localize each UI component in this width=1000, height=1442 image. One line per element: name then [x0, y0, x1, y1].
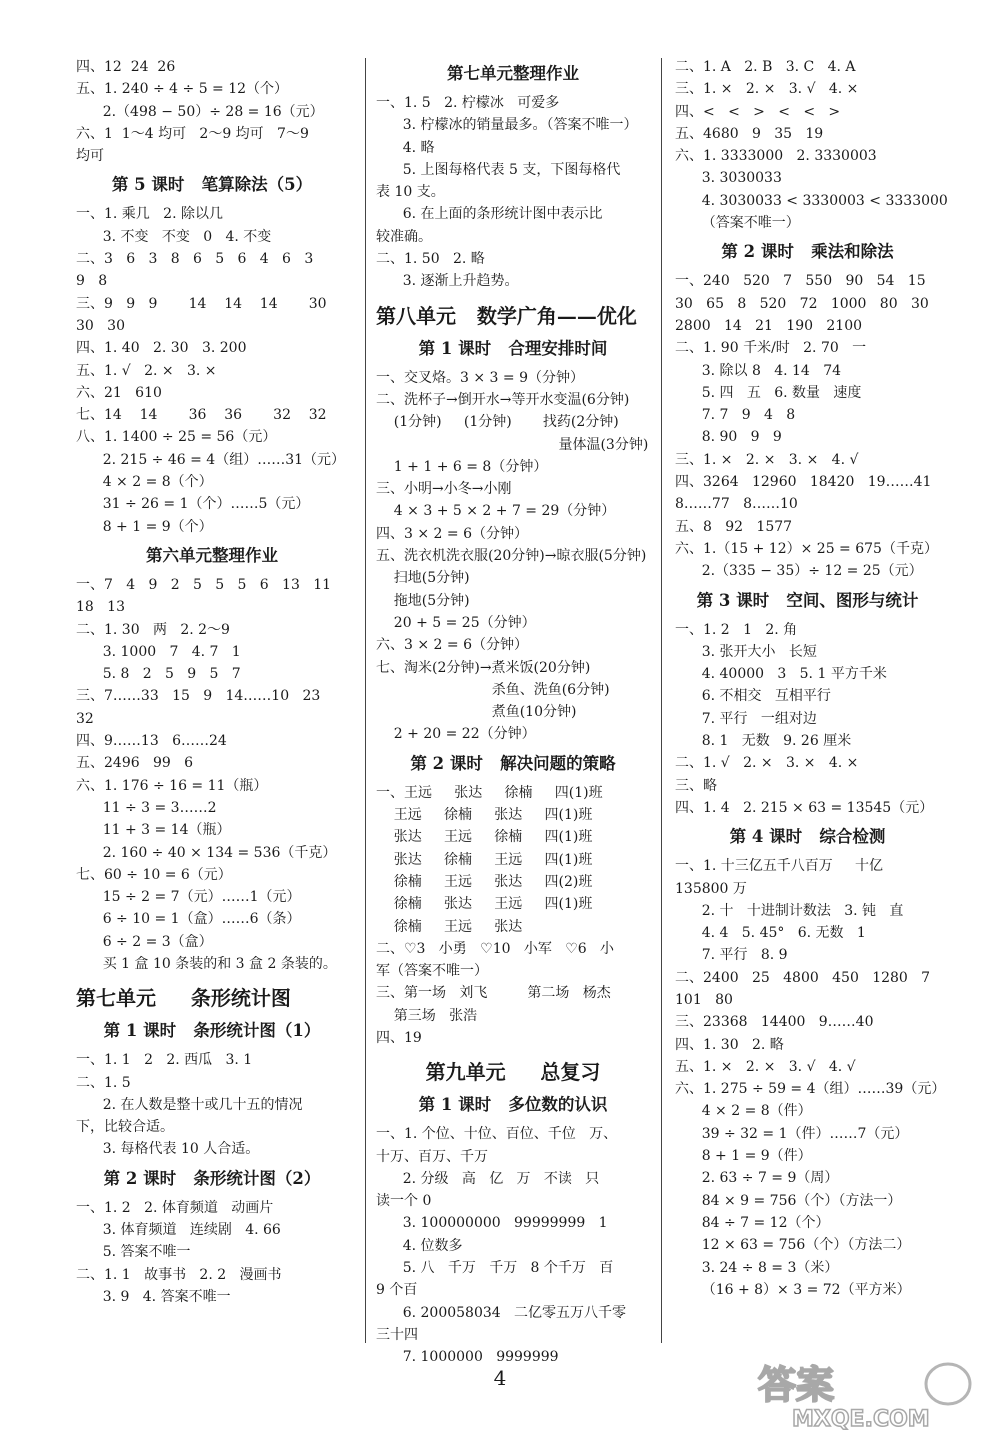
answer-line: 五、1. 240 ÷ 4 ÷ 5 = 12（个）	[76, 81, 289, 98]
answer-line: 一、1. 十三亿五千八百万 十亿	[675, 858, 884, 875]
answer-line: 9 个百	[376, 1282, 418, 1299]
answer-line: 一、1. 乘几 2. 除以几	[76, 206, 223, 223]
answer-line: 一、1. 5 2. 柠檬冰 可爱多	[376, 95, 560, 111]
answer-line: 四、12 24 26	[76, 59, 176, 75]
answer-line: 四、3264 12960 18420 19……41	[675, 474, 932, 491]
answer-line: 六、1. 176 ÷ 16 = 11（瓶）	[76, 777, 268, 794]
unit-heading: 第七单元 条形统计图	[76, 986, 291, 1011]
answer-line: 下，比较合适。	[76, 1119, 174, 1136]
answer-line: 三、1. × 2. × 3. √ 4. ×	[675, 81, 859, 98]
answer-line: 一、1. 1 2 2. 西瓜 3. 1	[76, 1052, 253, 1069]
answer-line: 二、3 6 3 8 6 5 6 4 6 3	[76, 251, 314, 268]
answer-line: 6. 在上面的条形统计图中表示比	[376, 206, 603, 223]
unit-heading: 第九单元 总复习	[425, 1060, 601, 1085]
answer-line: 五、8 92 1577	[675, 518, 793, 535]
answer-line: 18 13	[76, 599, 125, 616]
answer-line: 三、7……33 15 9 14……10 23	[76, 688, 321, 705]
answer-line: 军（答案不唯一）	[376, 963, 488, 980]
answer-line: 3. 柠檬冰的销量最多。（答案不唯一）	[376, 117, 638, 134]
answer-line: 5. 八 千万 千万 8 个千万 百	[376, 1260, 614, 1277]
answer-line: 4. 40000 3 5. 1 平方千米	[675, 666, 887, 683]
answer-line: 六、1. 3333000 2. 3330003	[675, 148, 877, 165]
answer-line: 8. 90 9 9	[675, 429, 782, 446]
answer-line: 一、交叉烙。3 × 3 = 9（分钟）	[376, 369, 584, 386]
answer-line: 一、7 4 9 2 5 5 5 6 13 11	[76, 576, 332, 593]
answer-line: 三、1. × 2. × 3. × 4. √	[675, 451, 859, 468]
answer-line: 五、洗衣机洗衣服(20分钟)→晾衣服(5分钟)	[376, 548, 647, 565]
answer-line: 煮鱼(10分钟)	[376, 704, 577, 721]
lesson-heading: 第 1 课时 多位数的认识	[418, 1095, 608, 1115]
answer-line: 表 10 支。	[376, 184, 445, 201]
answer-line: 8 + 1 = 9（件）	[675, 1148, 812, 1165]
answer-line: 6 ÷ 10 = 1（盒）……6（条）	[76, 911, 301, 928]
answer-line: 7. 1000000 9999999	[376, 1349, 559, 1366]
answer-line: 7. 平行 一组对边	[675, 710, 817, 727]
answer-line: 3. 张开大小 长短	[675, 643, 817, 660]
answer-line: 15 ÷ 2 = 7（元）……1（元）	[76, 889, 301, 906]
answer-line: 均可	[76, 148, 104, 165]
column-divider-left	[365, 58, 366, 1343]
watermark-en-text: MXQE.COM	[792, 1407, 930, 1432]
answer-line: 12 × 63 = 756（个）（方法二）	[675, 1237, 911, 1254]
unit-heading: 第八单元 数学广角——优化	[376, 303, 637, 328]
answer-line: 七、14 14 36 36 32 32	[76, 407, 327, 424]
answer-line: 五、4680 9 35 19	[675, 125, 824, 142]
answer-line: （答案不唯一）	[675, 215, 800, 232]
answer-line: 三、略	[675, 777, 717, 794]
lesson-heading: 第 2 课时 解决问题的策略	[410, 753, 616, 773]
answer-line: 张达 王远 徐楠 四(1)班	[376, 829, 593, 846]
answer-line: 3. 3030033	[675, 170, 782, 187]
answer-line: 四、1. 4 2. 215 × 63 = 13545（元）	[675, 799, 934, 816]
answer-column-2	[376, 56, 650, 1369]
answer-line: 3. 100000000 99999999 1	[376, 1215, 608, 1232]
answer-line: 较准确。	[376, 228, 432, 245]
answer-line: 8. 1 无数 9. 26 厘米	[675, 733, 852, 750]
answer-line: 六、1. 275 ÷ 59 = 4（组）……39（元）	[675, 1081, 946, 1098]
answer-line: 11 + 3 = 14（瓶）	[76, 822, 231, 839]
answer-line: 5. 四 五 6. 数量 速度	[675, 384, 862, 401]
answer-line: 7. 平行 8. 9	[675, 947, 788, 964]
answer-line: 王远 徐楠 张达 四(1)班	[376, 807, 593, 824]
answer-line: 八、1. 1400 ÷ 25 = 56（元）	[76, 429, 277, 446]
answer-line: 七、淘米(2分钟)→煮米饭(20分钟)	[376, 659, 591, 676]
answer-line: 六、1.（15 + 12）× 25 = 675（千克）	[675, 540, 938, 557]
answer-line: 2. 215 ÷ 46 = 4（组）……31（元）	[76, 451, 346, 468]
answer-line: 七、60 ÷ 10 = 6（元）	[76, 866, 232, 883]
answer-line: 135800 万	[675, 880, 747, 897]
answer-line: 二、1. 1 故事书 2. 2 漫画书	[76, 1266, 282, 1283]
answer-line: 4. 4 5. 45° 6. 无数 1	[675, 925, 866, 942]
answer-line: 二、2400 25 4800 450 1280 7	[675, 969, 931, 986]
answer-line: 9 8	[76, 273, 108, 290]
answer-line: 8 + 1 = 9（个）	[76, 518, 213, 535]
answer-line: 四、19	[376, 1029, 422, 1046]
lesson-heading: 第 2 课时 乘法和除法	[721, 242, 894, 262]
answer-line: 四、1. 40 2. 30 3. 200	[76, 340, 247, 357]
answer-line: 三、9 9 9 14 14 14 30	[76, 295, 327, 312]
answer-line: 4. 3030033 < 3330003 < 3333000	[675, 192, 948, 209]
answer-line: 扫地(5分钟)	[376, 570, 470, 587]
answer-line: 2 + 20 = 22（分钟）	[376, 726, 536, 743]
answer-line: 6. 200058034 二亿零五万八千零	[376, 1304, 627, 1321]
answer-line: 徐楠 张达 王远 四(1)班	[376, 896, 593, 913]
answer-line: 84 × 9 = 756（个）（方法一）	[675, 1192, 902, 1209]
answer-line: 三、第一场 刘飞 第二场 杨杰	[376, 985, 611, 1002]
answer-line: 二、洗杯子→倒开水→等开水变温(6分钟)	[376, 391, 630, 408]
answer-line: 2. 63 ÷ 7 = 9（周）	[675, 1170, 839, 1187]
answer-line: 11 ÷ 3 = 3……2	[76, 799, 217, 816]
answer-line: 五、2496 99 6	[76, 755, 194, 772]
answer-line: 3. 9 4. 答案不唯一	[76, 1288, 231, 1305]
answer-line: 张达 徐楠 王远 四(1)班	[376, 851, 593, 868]
answer-line: 四、9……13 6……24	[76, 733, 227, 750]
answer-line: 三、小明→小冬→小刚	[376, 481, 512, 498]
answer-line: 拖地(5分钟)	[376, 592, 470, 609]
answer-line: 读一个 0	[376, 1193, 432, 1210]
answer-line: 二、♡3 小勇 ♡10 小军 ♡6 小	[376, 940, 615, 957]
answer-line: 2. 分级 高 亿 万 不读 只	[376, 1170, 600, 1187]
answer-line: 5. 答案不唯一	[76, 1244, 191, 1261]
answer-line: 六、1 1～4 均可 2～9 均可 7～9	[76, 125, 309, 142]
answer-line: 一、240 520 7 550 90 54 15	[675, 273, 926, 290]
answer-line: 31 ÷ 26 = 1（个）……5（元）	[76, 496, 310, 513]
answer-line: 二、1. √ 2. × 3. × 4. ×	[675, 755, 859, 772]
answer-line: 30 30	[76, 317, 125, 334]
answer-line: 二、1. 90 千米/时 2. 70 一	[675, 340, 867, 357]
lesson-heading: 第 3 课时 空间、图形与统计	[696, 590, 919, 610]
answer-line: 六、21 610	[76, 384, 162, 401]
answer-line: 徐楠 王远 张达	[376, 918, 523, 935]
answer-line: 3. 除以 8 4. 14 74	[675, 362, 842, 379]
lesson-heading: 第六单元整理作业	[146, 545, 278, 565]
answer-line: 101 80	[675, 991, 733, 1008]
lesson-heading: 第 4 课时 综合检测	[729, 827, 886, 847]
answer-line: 39 ÷ 32 = 1（件）……7（元）	[675, 1125, 909, 1142]
answer-line: 1 + 1 + 6 = 8（分钟）	[376, 458, 548, 475]
answer-line: 5. 上图每格代表 5 支，下图每格代	[376, 161, 621, 178]
answer-line: 32	[76, 710, 94, 727]
answer-line: 84 ÷ 7 = 12（个）	[675, 1214, 830, 1231]
answer-line: 三十四	[376, 1326, 418, 1343]
answer-line: （16 + 8）× 3 = 72（平方米）	[675, 1281, 911, 1298]
answer-line: 30 65 8 520 72 1000 80 30	[675, 295, 929, 312]
answer-line: 2. 在人数是整十或几十五的情况	[76, 1096, 303, 1113]
answer-line: 2800 14 21 190 2100	[675, 317, 863, 334]
answer-line: 20 + 5 = 25（分钟）	[376, 614, 536, 631]
answer-line: 二、1. A 2. B 3. C 4. A	[675, 59, 856, 75]
answer-line: 6. 不相交 互相平行	[675, 688, 831, 705]
answer-line: 4. 略	[376, 139, 435, 156]
answer-line: 6 ÷ 2 = 3（盒）	[76, 933, 213, 950]
answer-line: 一、1. 2 2. 体育频道 动画片	[76, 1199, 274, 1216]
answer-line: 4 × 3 + 5 × 2 + 7 = 29（分钟）	[376, 503, 616, 520]
answer-line: 3. 24 ÷ 8 = 3（米）	[675, 1259, 839, 1276]
answer-line: 二、1. 50 2. 略	[376, 251, 485, 268]
answer-column-3	[675, 56, 948, 1301]
answer-line: 4 × 2 = 8（个）	[76, 474, 213, 491]
watermark-cn-text: 答案	[758, 1363, 835, 1407]
answer-line: 五、1. √ 2. × 3. ×	[76, 362, 217, 379]
answer-line: 3. 1000 7 4. 7 1	[76, 643, 241, 660]
answer-line: 4. 位数多	[376, 1237, 463, 1254]
lesson-heading: 第 1 课时 条形统计图（1）	[103, 1021, 321, 1041]
answer-line: 二、1. 5	[76, 1074, 131, 1091]
answer-line: 一、1. 2 1 2. 角	[675, 621, 798, 638]
answer-line: 四、1. 30 2. 略	[675, 1036, 784, 1053]
lesson-heading: 第七单元整理作业	[447, 64, 579, 83]
lesson-heading: 第 1 课时 合理安排时间	[418, 338, 608, 358]
answer-line: 2.（335 − 35）÷ 12 = 25（元）	[675, 563, 923, 580]
answer-line: 7. 7 9 4 8	[675, 407, 796, 424]
answer-line: (1分钟) (1分钟) 找药(2分钟)	[376, 414, 619, 431]
column-divider-right	[661, 58, 662, 1343]
answer-line: 买 1 盒 10 条装的和 3 盒 2 条装的。	[76, 955, 337, 972]
answer-line: 三、23368 14400 9……40	[675, 1014, 874, 1031]
answer-line: 五、1. × 2. × 3. √ 4. √	[675, 1058, 856, 1075]
answer-line: 2.（498 − 50）÷ 28 = 16（元）	[76, 103, 324, 120]
answer-line: 3. 逐渐上升趋势。	[376, 273, 519, 290]
answer-line: 3. 不变 不变 0 4. 不变	[76, 228, 272, 245]
answer-line: 四、3 × 2 = 6（分钟）	[376, 525, 528, 542]
lesson-heading: 第 5 课时 笔算除法（5）	[111, 175, 313, 195]
answer-line: 第三场 张浩	[376, 1007, 478, 1024]
answer-line: 四、< < > < < >	[675, 103, 841, 120]
answer-column-1	[76, 56, 348, 1308]
answer-line: 一、王远 张达 徐楠 四(1)班	[376, 784, 603, 801]
answer-line: 3. 体育频道 连续剧 4. 66	[76, 1222, 281, 1239]
answer-line: 一、1. 个位、十位、百位、千位 万、	[376, 1126, 618, 1143]
watermark-logo	[752, 1358, 982, 1432]
answer-line: 4 × 2 = 8（件）	[675, 1103, 812, 1120]
answer-line: 徐楠 王远 张达 四(2)班	[376, 873, 593, 890]
answer-line: 3. 每格代表 10 人合适。	[76, 1141, 260, 1158]
answer-line: 8……77 8……10	[675, 496, 798, 513]
answer-line: 2. 十 十进制计数法 3. 钝 直	[675, 902, 904, 919]
answer-line: 量体温(3分钟)	[376, 436, 649, 453]
answer-line: 5. 8 2 5 9 5 7	[76, 666, 241, 683]
lesson-heading: 第 2 课时 条形统计图（2）	[103, 1168, 321, 1188]
answer-line: 杀鱼、洗鱼(6分钟)	[376, 681, 610, 698]
answer-line: 二、1. 30 两 2. 2～9	[76, 621, 230, 638]
answer-line: 2. 160 ÷ 40 × 134 = 536（千克）	[76, 844, 337, 861]
answer-line: 六、3 × 2 = 6（分钟）	[376, 637, 528, 654]
page-number: 4	[493, 1366, 507, 1390]
answer-line: 十万、百万、千万	[376, 1148, 488, 1165]
